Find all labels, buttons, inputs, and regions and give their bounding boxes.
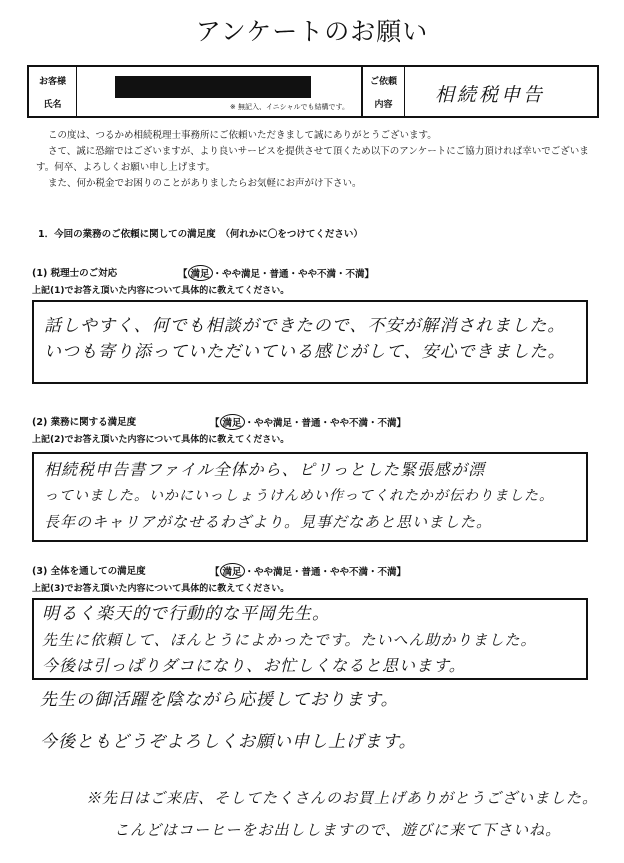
q2-choices: 【 満足 ・やや満足・普通・やや不満・不満】 — [210, 414, 406, 430]
intro-line1: この度は、つるかめ相続税理士事務所にご依頼いただきまして誠にありがとうございます。 — [48, 130, 437, 141]
q3-prompt: 上記(3)でお答え頂いた内容について具体的に教えてください。 — [32, 584, 290, 594]
request-label — [363, 67, 405, 116]
q2-answer-line3: 長年のキャリアがなせるわざより。見事だなあと思いました。 — [44, 513, 493, 531]
q2-prompt: 上記(2)でお答え頂いた内容について具体的に教えてください。 — [32, 435, 290, 445]
q2-circled-choice: 満足 — [220, 414, 245, 430]
q3-label: (3) 全体を通しての満足度 — [32, 566, 146, 577]
q3-choice-list: ・やや満足・普通・やや不満・不満 — [244, 567, 397, 578]
intro-text — [36, 128, 596, 192]
q2-label: (2) 業務に関する満足度 — [32, 417, 137, 428]
q3-circled-choice: 満足 — [220, 563, 245, 579]
q1-answer-box — [32, 300, 588, 384]
customer-label-line2: 氏名 — [43, 99, 62, 110]
intro-line2: さて、誠に恐縮ではございますが、より良いサービスを提供させて頂くため以下のアンケートにご協力頂ければ幸いでございます。何卒、よろしくお願い申し上げます。 — [36, 146, 589, 173]
q1-answer-line2: いつも寄り添っていただいている感じがして、安心できました。 — [44, 342, 566, 362]
intro-line3: また、何か税金でお困りのことがありましたらお気軽にお声がけ下さい。 — [48, 178, 362, 189]
q3-answer-line4: 先生の御活躍を陰ながら応援しております。 — [40, 690, 399, 710]
q1-circled-choice: 満足 — [188, 265, 213, 281]
page-title: アンケートのお願い — [195, 17, 429, 46]
request-label-line2: 内容 — [374, 99, 393, 110]
redacted-name — [115, 76, 311, 98]
q3-answer-line5: 今後ともどうぞよろしくお願い申し上げます。 — [40, 732, 417, 752]
q3-choices: 【 満足 ・やや満足・普通・やや不満・不満】 — [210, 563, 406, 579]
section-heading: 1．今回の業務のご依頼に関しての満足度 （何れかに〇をつけてください） — [38, 229, 363, 240]
request-label-line1: ご依頼 — [369, 76, 397, 87]
anonymous-note: ※ 無記入、イニシャルでも結構です。 — [229, 103, 349, 111]
q3-answer-box — [32, 598, 588, 680]
request-field — [405, 67, 597, 116]
footer-note-line2: こんどはコーヒーをお出ししますので、遊びに来て下さいね。 — [114, 821, 562, 839]
q1-answer-line1: 話しやすく、何でも相談ができたので、不安が解消されました。 — [44, 316, 566, 336]
q1-choice-list: ・やや満足・普通・やや不満・不満 — [212, 269, 365, 280]
customer-name-label — [29, 67, 77, 116]
q2-answer-line1: 相続税申告書ファイル全体から、ピリっとした緊張感が漂 — [44, 460, 486, 479]
q2-answer-box — [32, 452, 588, 542]
customer-name-field — [77, 67, 363, 116]
footer-note-line1: ※先日はご来店、そしてたくさんのお買上げありがとうございました。 — [86, 789, 599, 807]
q1-prompt: 上記(1)でお答え頂いた内容について具体的に教えてください。 — [32, 286, 290, 296]
q1-choices: 【 満足 ・やや満足・普通・やや不満・不満】 — [178, 265, 374, 281]
q2-choice-list: ・やや満足・普通・やや不満・不満 — [244, 418, 397, 429]
customer-label-line1: お客様 — [38, 76, 66, 87]
q3-answer-line3: 今後は引っぱりダコになり、お忙しくなると思います。 — [42, 656, 466, 675]
q1-label: (1) 税理士のご対応 — [32, 268, 118, 279]
q2-answer-line2: っていました。いかにいっしょうけんめい作ってくれたかが伝わりました。 — [44, 488, 554, 504]
q3-answer-line1: 明るく楽天的で行動的な平岡先生。 — [42, 604, 330, 624]
q3-answer-line2: 先生に依頼して、ほんとうによかったです。たいへん助かりました。 — [42, 631, 537, 649]
customer-info-table — [27, 65, 599, 118]
request-value: 相続税申告 — [435, 84, 546, 106]
